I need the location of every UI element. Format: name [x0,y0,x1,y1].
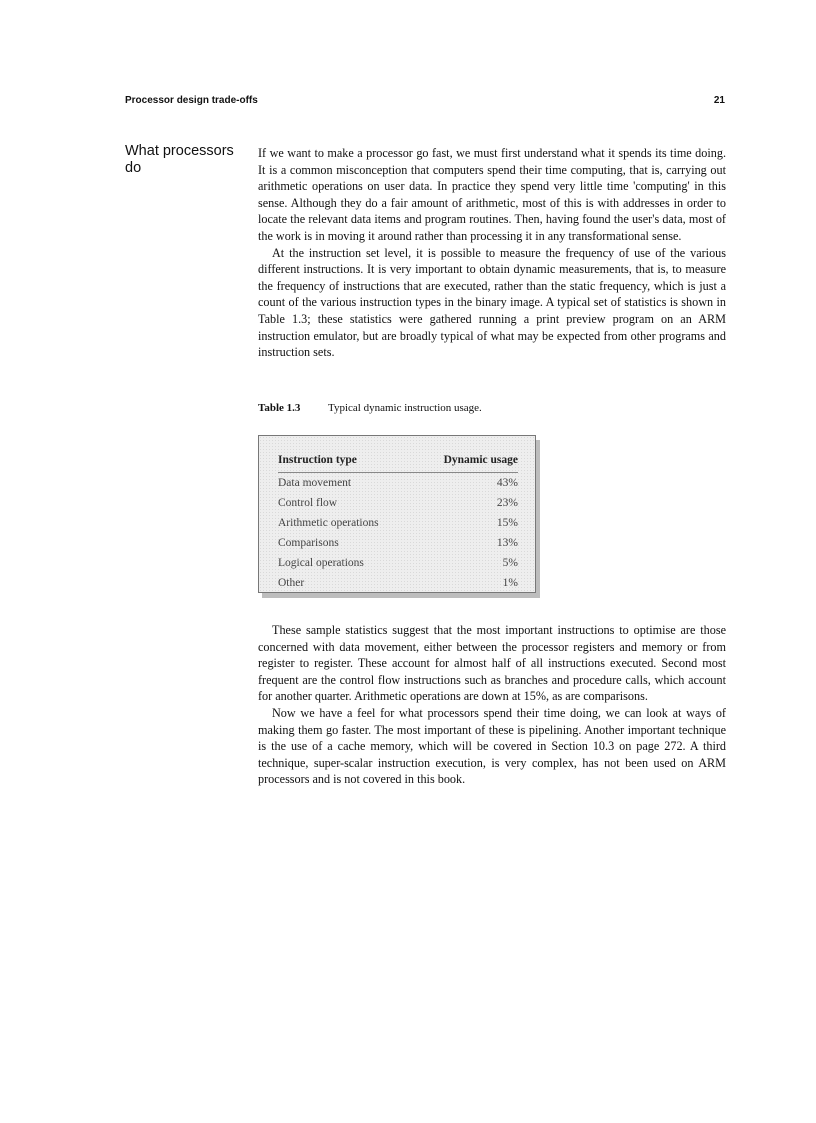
dynamic-usage-cell: 5% [502,557,518,569]
instruction-type-cell: Comparisons [278,537,339,549]
instruction-type-cell: Logical operations [278,557,364,569]
dynamic-usage-cell: 1% [502,577,518,589]
instruction-type-cell: Arithmetic operations [278,517,379,529]
running-header [125,95,725,106]
table-header-row [278,454,518,473]
section-heading: What processors do [125,143,234,176]
paragraph: These sample statistics suggest that the most important instructions to optimise are those concerned with data movement, either between the processor registers and memory or from register to register. These account for almost half of all instructions executed. Second most frequent are the control flow instructions such as branches and procedure calls, which account for another quarter. Arithmetic operations are down at 15%, as are comparisons. [258,623,726,704]
analysis-text [258,622,726,788]
dynamic-usage-cell: 13% [496,537,518,549]
instruction-usage-table [258,435,536,593]
instruction-type-cell: Other [278,577,305,589]
paragraph: At the instruction set level, it is possible to measure the frequency of use of the various different instructions. It is very important to obtain dynamic measurements, that is, to measure the frequency of instructions that are executed, rather than the static frequency, which is just a count of the various instruction types in the binary image. A typical set of statistics is shown in Table 1.3; these statistics were gathered running a print preview program on an ARM instruction emulator, but are broadly typical of what may be expected from other programs and instruction sets. [258,245,726,360]
table-caption [258,402,482,414]
table-row [278,493,518,513]
dynamic-usage-cell: 43% [496,477,518,489]
table-row [278,553,518,573]
intro-text [258,145,726,361]
table-number: Table 1.3 [258,402,301,414]
dynamic-usage-cell: 23% [496,497,518,509]
table-row [278,513,518,533]
table-row [278,473,518,493]
paragraph: If we want to make a processor go fast, we must first understand what it spends its time doing. It is a common misconception that computers spend their time computing, that is, carrying out arithmetic operations on user data. In practice they spend very little time 'computing' in this sense. Although they do a fair amount of arithmetic, most of this is with addresses in order to locate the relevant data items and program routines. Then, having found the user's data, most of the work is in moving it around rather than processing it in any transformational sense. [258,146,726,243]
paragraph: Now we have a feel for what processors spend their time doing, we can look at ways of making them go faster. The most important of these is pipelining. Another important technique is the use of a cache memory, which will be covered in Section 10.3 on page 272. A third technique, super-scalar instruction execution, is very complex, has not been used on ARM processors and is not covered in this book. [258,705,726,787]
dynamic-usage-cell: 15% [496,517,518,529]
running-title: Processor design trade-offs [125,95,258,106]
instruction-type-cell: Control flow [278,497,338,509]
column-header-dynamic-usage: Dynamic usage [443,454,518,466]
table-caption-text: Typical dynamic instruction usage. [328,402,482,414]
column-header-instruction-type: Instruction type [278,454,357,466]
instruction-type-cell: Data movement [278,477,352,489]
page-number: 21 [713,95,725,106]
table-row [278,533,518,553]
table-row [278,573,518,593]
